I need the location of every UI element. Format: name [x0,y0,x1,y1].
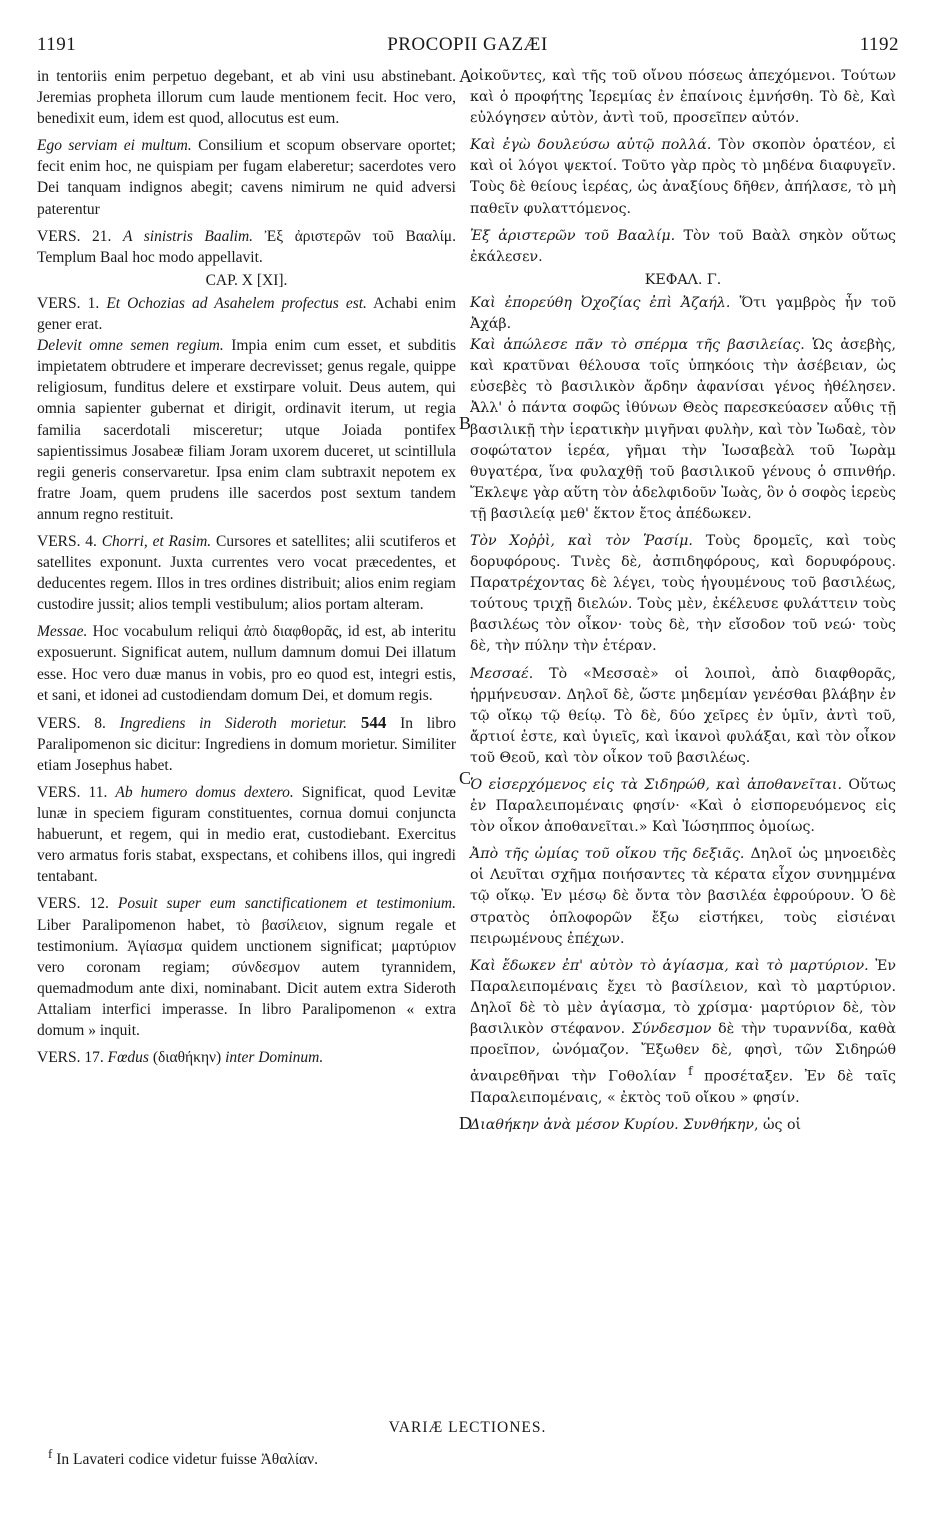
column-number: 544 [360,712,387,732]
latin-para-9: VERS. 11. Ab humero domus dextero. Significat, quod Levitæ lunæ in speciem figuram constituentes, cornua domui conjuncta habuerunt, et regem, qui in medio erat, custodiebant. Exercitus vero armatus foris stabat, exspectans, et cohibens illos, qui ingredi tentabant. [37,784,456,886]
latin-para-6: VERS. 4. Chorri, et Rasim. Cursores et satellites; alii scutiferos et satellites exponunt. Juxta currentes vero vocat præcedentes, et deducentes regem. Illos in tres ordines distribuit; alios enim regiam custodire jussit; alios templi vestibulum; alios portam alteram. [37,532,456,614]
latin-para-7: Messae. Hoc vocabulum reliqui ἀπὸ διαφθορᾶς, id est, ab interitu exposuerunt. Significat autem, nullum damnum domui Dei illatum esse. Hoc vero duæ manus in vobis, pro eo quod est, integri estis, et sani, et idonei ad custodiendam domum Dei, et domum regis. [37,623,456,704]
latin-para-4: VERS. 1. Et Ochozias ad Asahelem profectus est. Achabi enim gener erat. [37,294,456,334]
latin-para-5: Delevit omne semen regium. Impia enim cum esset, et subditis impietatem obtrudere et imperare decrevisset; genus regale, quippe religiosum, funditus delere et exstirpare voluit. Deus autem, qui omnia sapienter gubernat et dirigit, ordinavit iterum, ut regia familia sacerdotali misceretur; utque Joiada pontifex sapientissimus Josabeæ filiam Joram uxorem duceret, ut scintillula regii generis conservaretur. Ipsa enim clam subtraxit nepotem ex fratre Joam, quem prudens ille sacerdos post sextum tandem annum regno restituit. [37,337,456,523]
greek-para-1: Καὶ ἐγὼ δουλεύσω αὐτῷ πολλά. Τὸν σκοπὸν ὁρατέον, εἰ καὶ οἱ λόγοι ψεκτοί. Τοῦτο γὰρ πρὸς τὸ μηδένα διαφυγεῖν. Τοὺς δὲ θείους ἱερέας, ὡς ἀναξίους δῆθεν, ἀπήλασε, τὸ μὴ παθεῖν φυλαττόμενος. [470,137,896,217]
greek-column [470,66,896,1142]
variae-lectiones-heading: VARIÆ LECTIONES. [388,1419,547,1436]
margin-letter-b: B [459,413,472,433]
greek-para-5: Καὶ ἀπώλεσε πᾶν τὸ σπέρμα τῆς βασιλείας. Ὡς ἀσεβὴς, καὶ κρατῦναι θέλουσα τοῖς ὑπηκόοις τὴν ἀσέβειαν, ὡς εὐσεβὲς τὸ βασιλικὸν ἄρδην ἀφανίσαι γένος ἠθέλησεν. Ἀλλ' ὁ πάντα σοφῶς ἰθύνων Θεὸς παρεσκεύασεν αὖθις τῇ βασιλικῇ τὴν ἱερατικὴν μιγῆναι φυλὴν, καὶ τὸν Ἰωδαὲ, τὸν σοφώτατον ἱερέα, γῆμαι τὴν Ἰωσαβεὰλ τοῦ Ἰωρὰμ θυγατέρα, ἵνα φυλαχθῇ τοῦ βασιλικοῦ γένους ὁ σπινθήρ. Ἔκλεψε γὰρ αὕτη τὸν ἀδελφιδοῦν Ἰωὰς, ὃν ὁ σοφὸς ἱερεὺς τῇ βασιλείᾳ μεθ' ἕκτον ἔτος ἀπέδωκεν. [470,337,896,522]
footnote [48,1446,318,1469]
footnote-mark: f [48,1446,53,1461]
latin-para-0: in tentoriis enim perpetuo degebant, et ab vini usu abstinebant. Jeremias propheta illorum cum laude mentionem fecit. Hoc vero, benedixit eum, idem est quod, allocutus est eum. [37,68,456,128]
greek-para-2: Ἐξ ἀριστερῶν τοῦ Βααλίμ. Τὸν τοῦ Βαὰλ σηκὸν οὕτως ἐκάλεσεν. [470,227,897,265]
latin-para-2: VERS. 21. A sinistris Baalim. Ἐξ ἀριστερῶν τοῦ Βααλίμ. Templum Baal hoc modo appellavit. [37,227,456,266]
greek-para-6: Τὸν Χοῤῥὶ, καὶ τὸν Ῥασίμ. Τοὺς δρομεῖς, καὶ τοὺς δορυφόρους. Τινὲς δὲ, ἀσπιδηφόρους, καὶ δορυφόρους. Παρατρέχοντας δὲ λέγει, τοὺς ἡγουμένους τοῦ βασιλέως, τούτους τριχῇ διελών. Τοὺς μὲν, ἐκέλευσε φυλάττειν τοὺς βασιλέως τὸν οἶκον· τοὺς δὲ, τὴν εἴσοδον τοῦ νεώ· τοὺς δὲ, τὴν πύλην τὴν ἑτέραν. [470,532,896,655]
running-title: PROCOPII GAZÆI [387,34,548,55]
latin-para-1: Ego serviam ei multum. Consilium et scopum observare oportet; fecit enim hoc, ne quispiam per fugam elaberetur; sacerdotes vero Dei tanquam indignos abegit; cavens nimirum ne quid adversi paterentur [37,137,456,218]
latin-para-8: VERS. 8. Ingrediens in Sideroth morietur. 544 In libro Paralipomenon sic dicitur: Ingrediens in domum morietur. Similiter etiam Josephus habet. [37,712,457,774]
greek-para-11: Διαθήκην ἀνὰ μέσον Κυρίου. Συνθήκην, ὡς οἱ [470,1117,802,1134]
footnote-ref: f [688,1064,693,1079]
page-number-left: 1191 [37,34,77,55]
latin-para-10: VERS. 12. Posuit super eum sanctificationem et testimonium. Liber Paralipomenon habet, τὸ βασίλειον, signum regale et testimonium. Ἁγίασμα quidem unctionem significat; μαρτύριον vero coronam regiam; σύνδεσμον autem tyrannidem, quemadmodum ante dixi, nominabant. Dicit autem extra Sideroth Attaliam interfici imperasse. In libro Paralipomenon « extra domum » inquit. [37,895,456,1040]
greek-para-9: Ἀπὸ τῆς ὠμίας τοῦ οἴκου τῆς δεξιᾶς. Δηλοῖ ὡς μηνοειδὲς οἱ Λευῖται σχῆμα ποιήσαντες τὰ κέρατα εἶχον συνημμένα τῷ οἴκῳ. Ἐν μέσῳ δὲ ὄντα τὸν βασιλέα ἐφρούρουν. Ὁ δὲ στρατὸς ὁπλοφορῶν ἔξω εἱστήκει, τοὺς εἰσιέναι πειρωμένους ἐπέχων. [470,846,896,947]
latin-column [37,66,456,1074]
greek-para-8: Ὁ εἰσερχόμενος εἰς τὰ Σιδηρώθ, καὶ ἀποθανεῖται. Οὕτως ἐν Παραλειπομέναις φησίν· «Καὶ ὁ εἰσπορευόμενος εἰς τὸν οἶκον ἀποθανεῖται.» Καὶ Ἰώσηππος ὁμοίως. [470,777,896,836]
greek-para-7: Μεσσαέ. Τὸ «Μεσσαὲ» οἱ λοιποὶ, ἀπὸ διαφθορᾶς, ἡρμήνευσαν. Δηλοῖ δὲ, ὥστε μηδεμίαν γενέσθαι βλάβην ἐν τῷ οἴκῳ τῷ θείῳ. Τὸ δὲ, δύο χεῖρες ἐν ὑμῖν, ἀντὶ τοῦ, ἄρτιοί ἐστε, καὶ ὑγιεῖς, καὶ ἱκανοὶ φυλάξαι, καὶ τὸν οἶκον τοῦ Θεοῦ, καὶ τὸν οἶκον τοῦ βασιλέως. [470,665,896,766]
greek-para-4: Καὶ ἐπορεύθη Ὀχοζίας ἐπὶ Ἀζαήλ. Ὅτι γαμβρὸς ἦν τοῦ Ἀχάβ. [470,294,896,333]
greek-para-10: Καὶ ἔδωκεν ἐπ' αὐτὸν τὸ ἁγίασμα, καὶ τὸ μαρτύριον. Ἐν Παραλειπομέναις ἔχει τὸ βασίλειον, καὶ τὸ μαρτύριον. Δηλοῖ δὲ τὸ μὲν ἁγίασμα, τὸ χρίσμα· μαρτύριον δὲ, τὸν βασιλικὸν στέφανον. Σύνδεσμον δὲ τὴν τυραννίδα, καθὰ προεῖπον, ὠνόμαζον. Ἔξωθεν δὲ, φησὶ, τῶν Σιδηρώθ ἀναιρεθῆναι τὴν Γοθολίαν $^f$ προσέταξεν. Ἐν δὲ ταῖς Παραλειπομέναις, « ἐκτὸς τοῦ οἴκου » φησίν. [470,957,896,1107]
margin-letter-c: C [459,768,472,788]
page-number-right: 1192 [859,34,899,55]
latin-chapter-heading: CAP. X [XI]. [205,271,288,289]
margin-letter-d: D [459,1113,472,1133]
latin-para-11: VERS. 17. Fœdus (διαθήκην) inter Dominum. [37,1049,324,1067]
margin-letter-a: A [459,66,472,86]
footnote-text: In Lavateri codice videtur fuisse Ἀθαλίαν. [52,1451,319,1469]
greek-chapter-heading: ΚΕΦΑΛ. Γ. [644,271,722,288]
greek-para-0: οἰκοῦντες, καὶ τῆς τοῦ οἴνου πόσεως ἀπεχόμενοι. Τούτων καὶ ὁ προφήτης Ἱερεμίας ἐν ἐπαίνοις ἐμνήσθη. Τὸ δὲ, Καὶ εὐλόγησεν αὐτὸν, ἀντὶ τοῦ, προσεῖπεν αὐτόν. [470,68,896,127]
